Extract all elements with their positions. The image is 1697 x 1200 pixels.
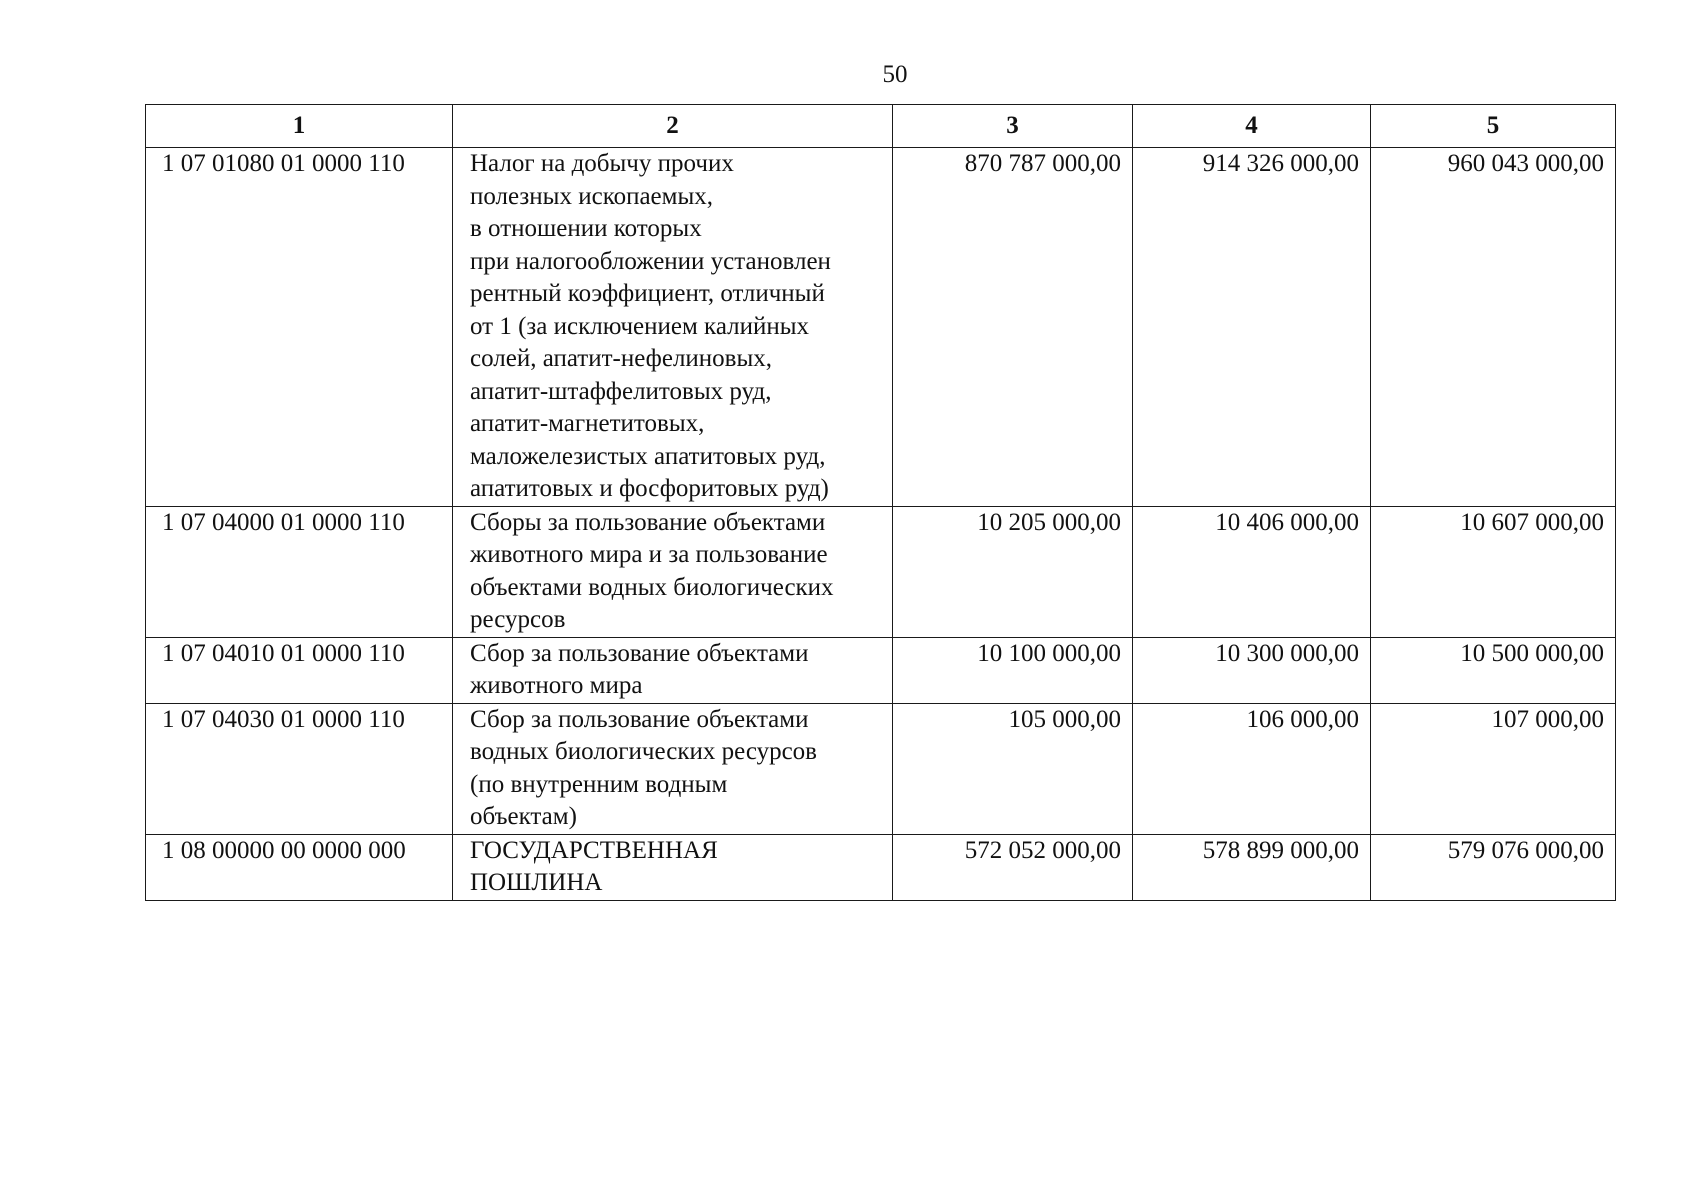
amount-col3-cell: 10 205 000,00 [893,506,1133,637]
amount-col4-cell: 106 000,00 [1133,703,1371,834]
amount-col4-cell: 914 326 000,00 [1133,148,1371,507]
amount-col5-cell: 10 607 000,00 [1371,506,1616,637]
table-row [146,506,1616,637]
revenue-name-cell: ГОСУДАРСТВЕННАЯ ПОШЛИНА [453,834,893,900]
amount-col3-cell: 870 787 000,00 [893,148,1133,507]
amount-col5-cell: 579 076 000,00 [1371,834,1616,900]
page-number: 50 [882,61,908,88]
amount-col5-cell: 107 000,00 [1371,703,1616,834]
revenue-name-cell: Сбор за пользование объектами животного мира [453,637,893,703]
revenue-name-cell: Налог на добычу прочих полезных ископаемых, в отношении которых при налогообложении установлен рентный коэффициент, отличный от 1 (за исключением калийных солей, апатит-нефелиновых, апатит-штаффелитовых руд, апатит-магнетитовых, маложелезистых апатитовых руд, апатитовых и фосфоритовых руд) [453,148,893,507]
header-cell-1: 1 [146,105,453,148]
header-cell-2: 2 [453,105,893,148]
budget-code-cell: 1 08 00000 00 0000 000 [146,834,453,900]
budget-code-cell: 1 07 01080 01 0000 110 [146,148,453,507]
amount-col5-cell: 10 500 000,00 [1371,637,1616,703]
table-header [146,105,1616,148]
header-row [146,105,1616,148]
amount-col3-cell: 10 100 000,00 [893,637,1133,703]
revenue-name-cell: Сборы за пользование объектами животного мира и за пользование объектами водных биологических ресурсов [453,506,893,637]
amount-col3-cell: 105 000,00 [893,703,1133,834]
amount-col4-cell: 578 899 000,00 [1133,834,1371,900]
table-row [146,637,1616,703]
budget-code-cell: 1 07 04000 01 0000 110 [146,506,453,637]
revenue-table-container [145,104,1615,901]
amount-col5-cell: 960 043 000,00 [1371,148,1616,507]
budget-code-cell: 1 07 04030 01 0000 110 [146,703,453,834]
header-cell-3: 3 [893,105,1133,148]
table-row [146,148,1616,507]
revenue-table [145,104,1616,901]
amount-col4-cell: 10 300 000,00 [1133,637,1371,703]
amount-col3-cell: 572 052 000,00 [893,834,1133,900]
header-cell-4: 4 [1133,105,1371,148]
amount-col4-cell: 10 406 000,00 [1133,506,1371,637]
budget-code-cell: 1 07 04010 01 0000 110 [146,637,453,703]
table-row [146,834,1616,900]
table-row [146,703,1616,834]
header-cell-5: 5 [1371,105,1616,148]
table-body [146,148,1616,901]
revenue-name-cell: Сбор за пользование объектами водных биологических ресурсов (по внутренним водным объектам) [453,703,893,834]
